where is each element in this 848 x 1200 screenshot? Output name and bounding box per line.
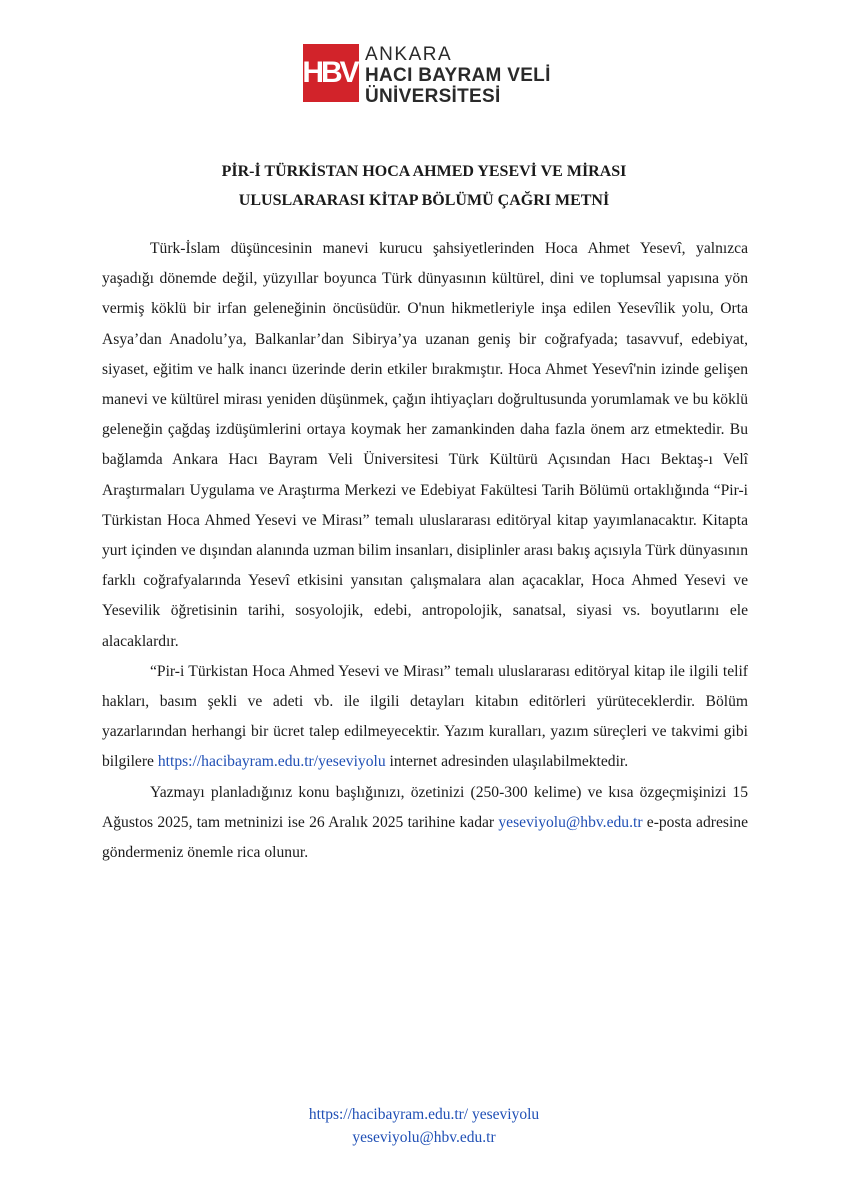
paragraph-3	[102, 778, 748, 869]
paragraph-3-text-b: e-posta adresine göndermeniz önemle rica olunur.	[102, 813, 749, 862]
logo-text	[365, 44, 551, 106]
paragraph-2-text-b: internet adresinden ulaşılabilmektedir.	[385, 753, 629, 771]
paragraph-2	[102, 657, 748, 778]
hbv-logo-mark: HBV	[303, 44, 359, 102]
document-title	[0, 157, 848, 215]
title-line-1: PİR-İ TÜRKİSTAN HOCA AHMED YESEVİ VE MİRASI	[221, 163, 627, 180]
footer-url-link[interactable]: https://hacibayram.edu.tr/ yeseviyolu	[308, 1106, 540, 1123]
paragraph-2-text-a: “Pir-i Türkistan Hoca Ahmed Yesevi ve Mirası” temalı uluslararası editöryal kitap ile ilgili telif hakları, basım şekli ve adeti vb. ile ilgili detayları kitabın editörleri yürüteceklerdir. Bölüm yazarlarından herhangi bir ücret talep edilmeyecektir. Yazım kuralları, yazım süreçleri ve takvimi gibi bilgilere	[102, 662, 748, 771]
email-link[interactable]: yeseviyolu@hbv.edu.tr	[498, 813, 643, 831]
logo-university: ÜNİVERSİTESİ	[365, 86, 501, 107]
footer-email-link[interactable]: yeseviyolu@hbv.edu.tr	[352, 1129, 496, 1146]
paragraph-3-text-a: Yazmayı planladığınız konu başlığınızı, özetinizi (250-300 kelime) ve kısa özgeçmişinizi 15 Ağustos 2025, tam metninizi ise 26 Aralık 2025 tarihine kadar	[102, 783, 748, 831]
website-link[interactable]: https://hacibayram.edu.tr/yeseviyolu	[157, 753, 386, 771]
document-body	[102, 234, 748, 868]
title-line-2: ULUSLARARASI KİTAP BÖLÜMÜ ÇAĞRI METNİ	[238, 192, 610, 209]
paragraph-1: Türk-İslam düşüncesinin manevi kurucu şahsiyetlerinden Hoca Ahmet Yesevî, yalnızca yaşadığı dönemde değil, yüzyıllar boyunca Türk dünyasının kültürel, dini ve toplumsal yapısına yön vermiş köklü bir irfan geleneğinin öncüsüdür. O'nun hikmetleriyle inşa edilen Yesevîlik yolu, Orta Asya’dan Anadolu’ya, Balkanlar’dan Sibirya’ya uzanan geniş bir coğrafyada; tasavvuf, edebiyat, siyaset, eğitim ve halk inancı üzerinde derin etkiler bırakmıştır. Hoca Ahmet Yesevî'nin izinde gelişen manevi ve kültürel mirası yeniden düşünmek, çağın ihtiyaçları doğrultusunda yorumlamak ve bu köklü geleneğin çağdaş izdüşümlerini ortaya koymak her zamankinden daha fazla önem arz etmektedir. Bu bağlamda Ankara Hacı Bayram Veli Üniversitesi Türk Kültürü Açısından Hacı Bektaş-ı Velî Araştırmaları Uygulama ve Araştırma Merkezi ve Edebiyat Fakültesi Tarih Bölümü ortaklığında “Pir-i Türkistan Hoca Ahmed Yesevi ve Mirası” temalı uluslararası editöryal kitap yayımlanacaktır. Kitapta yurt içinden ve dışından alanında uzman bilim insanları, disiplinler arası bakış açısıyla Türk dünyasının farklı coğrafyalarında Yesevî etkisini yansıtan çalışmalara alan açacaklar, Hoca Ahmed Yesevi ve Yesevilik öğretisinin tarihi, sosyolojik, edebi, antropolojik, sanatsal, siyasi vs. boyutlarını ele alacaklardır.	[102, 240, 748, 650]
logo-name: HACI BAYRAM VELİ	[365, 65, 551, 86]
page-footer	[0, 1103, 848, 1149]
logo-city: ANKARA	[365, 44, 453, 65]
university-logo	[303, 44, 551, 106]
